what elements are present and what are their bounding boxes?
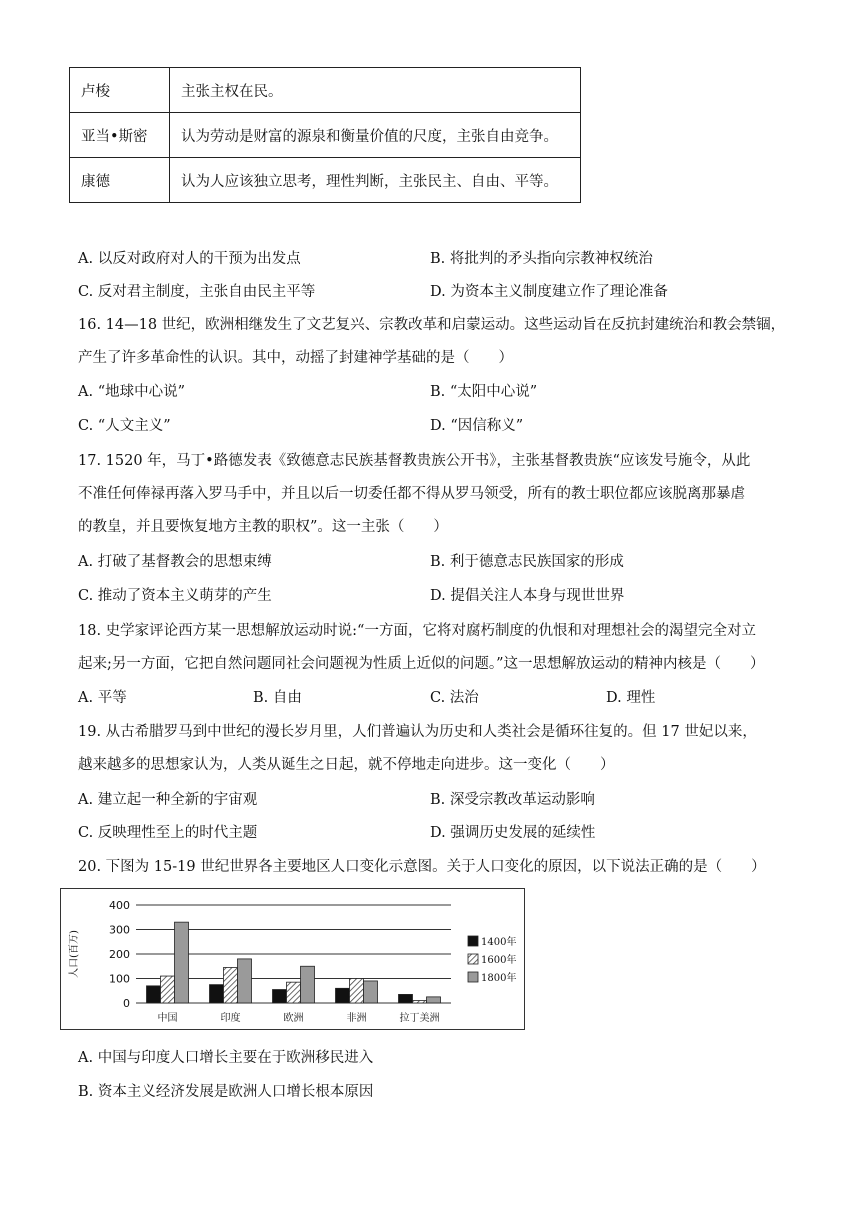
q19-stem-line1: 19. 从古希腊罗马到中世纪的漫长岁月里，人们普遍认为历史和人类社会是循环往复的。但 17 世妃以来， (78, 724, 757, 740)
q17-stem-line2: 不准任何俸禄再落入罗马手中，并且以后一切委任都不得从罗马领受，所有的教士职位都应该脱离那暴虐 (78, 486, 745, 502)
legend-label: 1600年 (481, 955, 517, 966)
q15-option-d[interactable]: D. 为资本主义制度建立作了理论准备 (430, 284, 668, 300)
q16-option-c[interactable]: C. “人文主义” (78, 418, 171, 434)
q15-option-c[interactable]: C. 反对君主制度，主张自由民主平等 (78, 284, 316, 300)
bar-1400年-欧洲 (273, 990, 287, 1003)
q17-stem-line1: 17. 1520 年，马丁•路德发表《致德意志民族基督教贵族公开书》，主张基督教贵族“应该发号施令，从此 (78, 453, 751, 469)
q17-stem-line3: 的教皇，并且要恢复地方主教的职权”。这一主张（ ） (78, 519, 448, 535)
q15-option-b[interactable]: B. 将批判的矛头指向宗教神权统治 (430, 251, 653, 267)
philosophers-table (69, 67, 581, 203)
bar-1400年-非洲 (336, 988, 350, 1003)
table-cell-name: 卢梭 (70, 68, 170, 113)
bar-1800年-拉丁美洲 (427, 997, 441, 1003)
bar-1800年-印度 (238, 959, 252, 1003)
q18-option-c[interactable]: C. 法治 (430, 690, 479, 706)
y-tick-label: 400 (109, 899, 130, 912)
q18-option-a[interactable]: A. 平等 (78, 690, 127, 706)
q16-option-d[interactable]: D. “因信称义” (430, 418, 524, 434)
y-tick-label: 300 (109, 923, 130, 937)
table-row (70, 68, 581, 113)
q18-option-d[interactable]: D. 理性 (606, 690, 656, 706)
bar-1800年-欧洲 (301, 966, 315, 1003)
q15-option-a[interactable]: A. 以反对政府对人的干预为出发点 (78, 251, 301, 267)
bar-1400年-拉丁美洲 (399, 994, 413, 1003)
legend-label: 1400年 (481, 937, 517, 948)
q19-option-d[interactable]: D. 强调历史发展的延续性 (430, 825, 596, 841)
q19-option-b[interactable]: B. 深受宗教改革运动影响 (430, 792, 595, 808)
bar-1600年-欧洲 (287, 982, 301, 1003)
y-tick-label: 200 (109, 948, 130, 961)
bar-1400年-中国 (147, 986, 161, 1003)
q16-option-a[interactable]: A. “地球中心说” (78, 384, 186, 400)
table-cell-desc: 认为人应该独立思考，理性判断，主张民主、自由、平等。 (170, 158, 581, 203)
bar-1400年-印度 (210, 985, 224, 1003)
y-axis-label: 人口(百万) (69, 930, 80, 978)
x-tick-label: 中国 (157, 1013, 178, 1024)
bar-1600年-拉丁美洲 (413, 1001, 427, 1003)
table-cell-desc: 主张主权在民。 (170, 68, 581, 113)
q17-option-a[interactable]: A. 打破了基督教会的思想束缚 (78, 554, 272, 570)
q17-option-d[interactable]: D. 提倡关注人本身与现世世界 (430, 588, 625, 604)
legend-swatch (468, 972, 478, 982)
population-chart (60, 888, 525, 1030)
q18-stem-line1: 18. 史学家评论西方某一思想解放运动时说:“一方面，它将对腐朽制度的仇恨和对理想社会的渴望完全对立 (78, 623, 756, 639)
q18-stem-line2: 起来;另一方面，它把自然问题同社会问题视为性质上近似的问题。”这一思想解放运动的精神内核是（ ） (78, 656, 765, 672)
legend-swatch (468, 954, 478, 964)
q16-option-b[interactable]: B. “太阳中心说” (430, 384, 538, 400)
table-cell-name: 亚当•斯密 (70, 113, 170, 158)
bar-1800年-中国 (175, 922, 189, 1003)
x-tick-label: 印度 (220, 1013, 241, 1024)
bar-1600年-非洲 (350, 979, 364, 1004)
q19-option-c[interactable]: C. 反映理性至上的时代主题 (78, 825, 258, 841)
bar-1600年-中国 (161, 976, 175, 1003)
y-tick-label: 0 (123, 997, 130, 1010)
q16-stem-line2: 产生了许多革命性的认识。其中，动摇了封建神学基础的是（ ） (78, 350, 513, 366)
q18-option-b[interactable]: B. 自由 (253, 690, 302, 706)
q20-option-b[interactable]: B. 资本主义经济发展是欧洲人口增长根本原因 (78, 1084, 374, 1100)
bar-1600年-印度 (224, 967, 238, 1003)
bar-1800年-非洲 (364, 981, 378, 1003)
q17-option-b[interactable]: B. 利于德意志民族国家的形成 (430, 554, 624, 570)
legend-label: 1800年 (481, 973, 517, 984)
y-tick-label: 100 (109, 972, 130, 986)
q19-stem-line2: 越来越多的思想家认为，人类从诞生之日起，就不停地走向进步。这一变化（ ） (78, 757, 615, 773)
table-cell-desc: 认为劳动是财富的源泉和衡量价值的尺度，主张自由竞争。 (170, 113, 581, 158)
q19-option-a[interactable]: A. 建立起一种全新的宇宙观 (78, 792, 258, 808)
q20-option-a[interactable]: A. 中国与印度人口增长主要在于欧洲移民进入 (78, 1050, 374, 1066)
q17-option-c[interactable]: C. 推动了资本主义萌芽的产生 (78, 588, 272, 604)
q16-stem-line1: 16. 14—18 世纪，欧洲相继发生了文艺复兴、宗教改革和启蒙运动。这些运动旨在反抗封建统治和教会禁锢， (78, 317, 786, 333)
q20-stem-line1: 20. 下图为 15-19 世纪世界各主要地区人口变化示意图。关于人口变化的原因，以下说法正确的是（ ） (78, 859, 766, 875)
population-chart-svg (61, 889, 524, 1029)
table-cell-name: 康德 (70, 158, 170, 203)
x-tick-label: 欧洲 (283, 1013, 304, 1024)
x-tick-label: 非洲 (346, 1013, 367, 1024)
legend-swatch (468, 936, 478, 946)
x-tick-label: 拉丁美洲 (399, 1013, 440, 1024)
table-row (70, 113, 581, 158)
table-row (70, 158, 581, 203)
